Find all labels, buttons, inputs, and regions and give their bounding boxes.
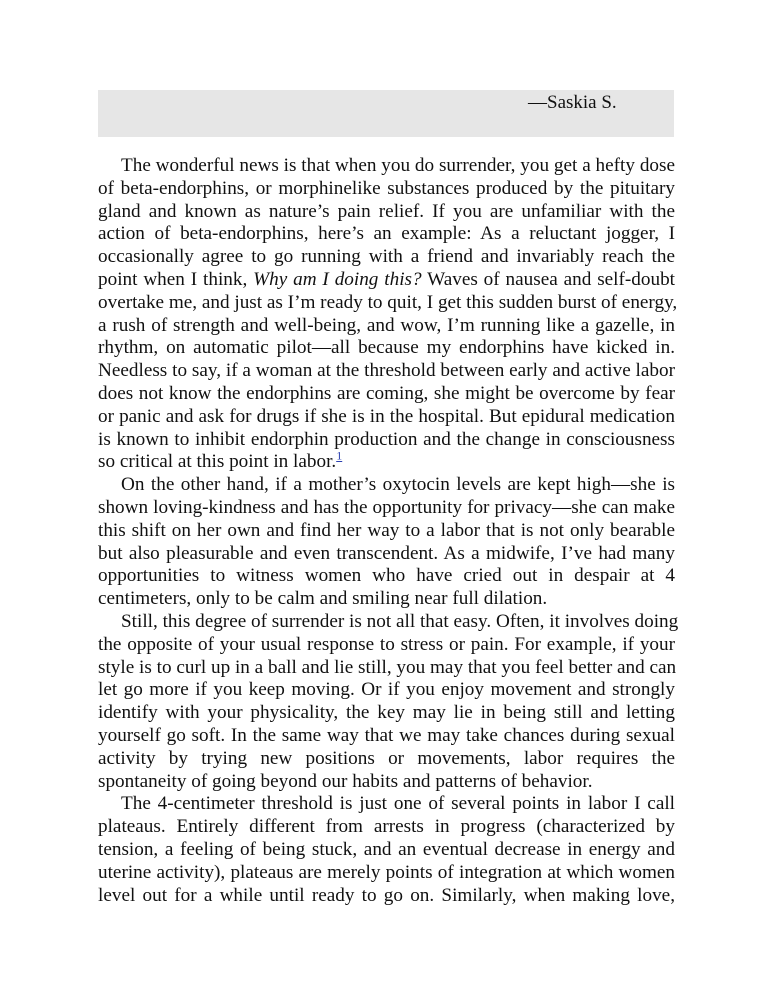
text-line: opportunities to witness women who have cried out in despair at 4 [98,565,675,587]
paragraph-2 [98,474,675,611]
text-line: tension, a feeling of being stuck, and an eventual decrease in energy and [98,838,675,860]
text-line: The 4-centimeter threshold is just one of several points in labor I call [121,793,675,815]
text-line [98,269,675,292]
text-line: occasionally agree to go running with a friend and invariably reach the [98,246,675,268]
text-line: let go more if you keep moving. Or if you enjoy movement and strongly [98,679,675,701]
text-line: uterine activity), plateaus are merely points of integration at which women [98,861,675,883]
text-line: rhythm, on automatic pilot—all because my endorphins have kicked in. [98,337,675,359]
epigraph-attribution: —Saskia S. [528,92,617,113]
text-line: Still, this degree of surrender is not all that easy. Often, it involves doing [121,610,679,632]
paragraph-1 [98,155,678,474]
paragraph-3 [98,610,679,793]
text-line: style is to curl up in a ball and lie still, you may that you feel better and can [98,656,677,678]
text-run: point when I think, [98,268,254,290]
text-line: Needless to say, if a woman at the threshold between early and active labor [98,360,675,382]
text-line: action of beta-endorphins, here’s an example: As a reluctant jogger, I [98,223,675,245]
text-line: this shift on her own and find her way to a labor that is not only bearable [98,519,675,541]
text-line: The wonderful news is that when you do surrender, you get a hefty dose [121,155,675,176]
text-line: level out for a while until ready to go on. Similarly, when making love, [98,884,675,906]
text-line: of beta-endorphins, or morphinelike substances produced by the pituitary [98,177,675,199]
text-line: plateaus. Entirely different from arrests in progress (characterized by [98,816,675,838]
text-line: yourself go soft. In the same way that we may take chances during sexual [98,724,675,746]
body-text [98,155,679,907]
text-line: activity by trying new positions or movements, labor requires the [98,747,675,769]
text-line: is known to inhibit endorphin production and the change in consciousness [98,428,675,450]
text-line: shown loving-kindness and has the opportunity for privacy—she can make [98,496,675,518]
text-line: a rush of strength and well-being, and wow, I’m running like a gazelle, in [98,314,675,336]
text-line: identify with your physicality, the key may lie in being still and letting [98,702,675,724]
text-line: the opposite of your usual response to stress or pain. For example, if your [98,633,675,655]
footnote-link[interactable]: 1 [336,448,343,463]
text-line: spontaneity of going beyond our habits and patterns of behavior. [98,770,593,792]
text-line: does not know the endorphins are coming, she might be overcome by fear [98,382,675,404]
text-line: overtake me, and just as I’m ready to quit, I get this sudden burst of energy, [98,291,678,313]
text-line: or panic and ask for drugs if she is in the hospital. But epidural medication [98,405,675,427]
text-line: but also pleasurable and even transcendent. As a midwife, I’ve had many [98,542,675,564]
text-line [98,448,675,474]
text-run: so critical at this point in labor. [98,451,337,473]
text-line: gland and known as nature’s pain relief. If you are unfamiliar with the [98,200,675,222]
text-line: centimeters, only to be calm and smiling near full dilation. [98,588,548,610]
text-run: Waves of nausea and self-doubt [421,268,675,290]
text-line: On the other hand, if a mother’s oxytocin levels are kept high—she is [121,474,675,496]
italic-phrase: Why am I doing this? [253,268,422,290]
paragraph-4 [98,793,675,907]
